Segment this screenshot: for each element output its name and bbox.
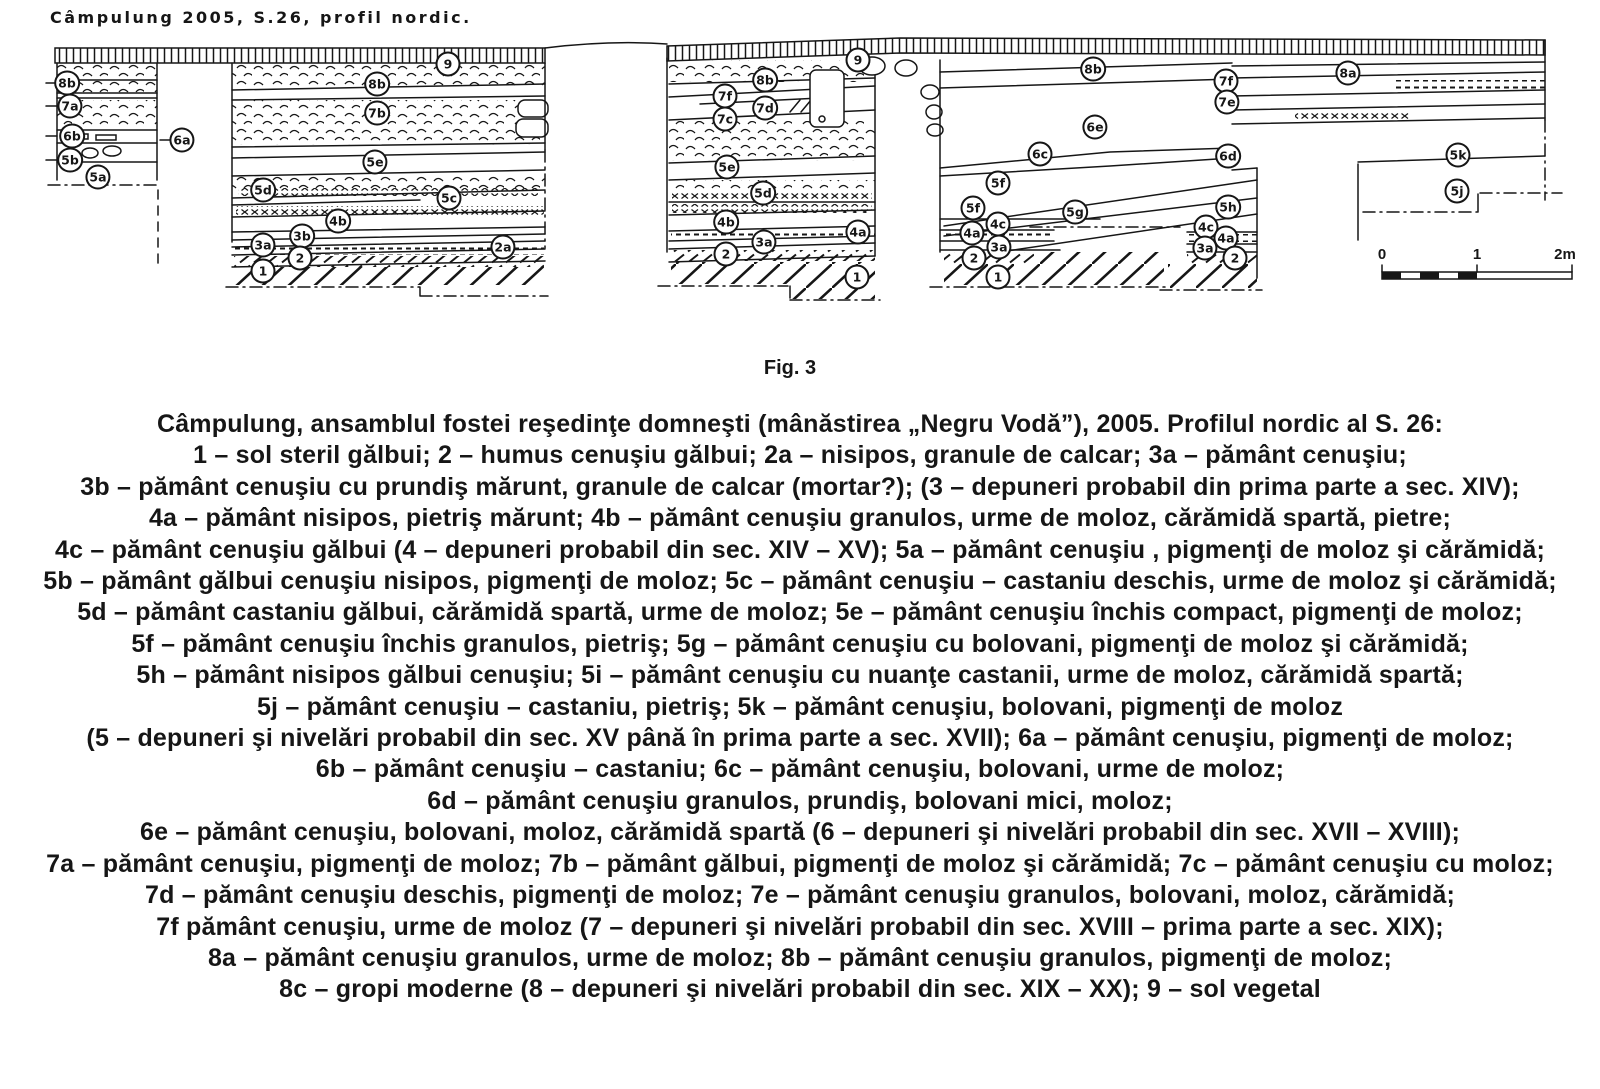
layer-marker-3a: 3a bbox=[986, 235, 1011, 260]
scale-label-2m: 2m bbox=[1554, 246, 1576, 263]
layer-marker-4c: 4c bbox=[1194, 215, 1219, 240]
layer-marker-7a: 7a bbox=[57, 94, 82, 119]
legend-line: 8c – gropi moderne (8 – depuneri şi nivelări probabil din sec. XIX – XX); 9 – sol vegetal bbox=[279, 975, 1321, 1004]
layer-marker-5k: 5k bbox=[1445, 143, 1470, 168]
layer-marker-8b: 8b bbox=[752, 68, 778, 93]
layer-marker-5d: 5d bbox=[750, 181, 776, 206]
layer-marker-5e: 5e bbox=[714, 155, 739, 180]
layer-marker-7e: 7e bbox=[1214, 90, 1239, 115]
legend-line: 1 – sol steril gălbui; 2 – humus cenuşiu gălbui; 2a – nisipos, granule de calcar; 3a – pământ cenuşiu; bbox=[193, 441, 1407, 470]
layer-marker-7f: 7f bbox=[713, 84, 738, 109]
layer-marker-5g: 5g bbox=[1062, 200, 1088, 225]
legend-line: 5d – pământ castaniu gălbui, cărămidă spartă, urme de moloz; 5e – pământ cenuşiu închis compact, pigmenţi de moloz; bbox=[77, 598, 1523, 627]
legend-line: 5j – pământ cenuşiu – castaniu, pietriş; 5k – pământ cenuşiu, bolovani, pigmenţi de moloz bbox=[256, 692, 1344, 721]
layer-marker-6e: 6e bbox=[1082, 115, 1107, 140]
layer-marker-3b: 3b bbox=[289, 224, 315, 249]
layer-marker-6b: 6b bbox=[59, 124, 85, 149]
layer-marker-3a: 3a bbox=[1192, 236, 1217, 261]
legend-line: 6e – pământ cenuşiu, bolovani, moloz, cărămidă spartă (6 – depuneri şi nivelări probabil din sec. XVII – XVIII); bbox=[139, 818, 1460, 847]
legend-line: 4a – pământ nisipos, pietriş mărunt; 4b – pământ cenuşiu granulos, urme de moloz, cărămidă spartă, pietre; bbox=[148, 504, 1452, 533]
legend-line: (5 – depuneri şi nivelări probabil din sec. XV până în prima parte a sec. XVII); 6a – pământ cenuşiu, pigmenţi de moloz; bbox=[86, 724, 1514, 753]
layer-marker-5h: 5h bbox=[1215, 195, 1241, 220]
layer-marker-4a: 4a bbox=[845, 220, 870, 245]
scale-label-1: 1 bbox=[1472, 246, 1482, 263]
layer-marker-2: 2 bbox=[962, 246, 987, 271]
layer-marker-6d: 6d bbox=[1215, 144, 1241, 169]
layer-marker-6a: 6a bbox=[169, 128, 194, 153]
layer-marker-8b: 8b bbox=[364, 72, 390, 97]
legend-line: 7a – pământ cenuşiu, pigmenţi de moloz; 7b – pământ gălbui, pigmenţi de moloz şi cărămidă; 7c – pământ cenuşiu cu moloz; bbox=[46, 849, 1554, 878]
legend-line: 7d – pământ cenuşiu deschis, pigmenţi de moloz; 7e – pământ cenuşiu granulos, bolovani, moloz, cărămidă; bbox=[145, 881, 1455, 910]
layer-marker-5j: 5j bbox=[1445, 179, 1470, 204]
legend-line: 6d – pământ cenuşiu granulos, prundiş, bolovani mici, moloz; bbox=[427, 786, 1173, 815]
layer-marker-1: 1 bbox=[986, 265, 1011, 290]
layer-marker-2: 2 bbox=[288, 246, 313, 271]
layer-marker-5f: 5f bbox=[986, 171, 1011, 196]
layer-marker-2: 2 bbox=[1223, 246, 1248, 271]
layer-marker-9: 9 bbox=[846, 48, 871, 73]
legend-line: 7f pământ cenuşiu, urme de moloz (7 – depuneri şi nivelări probabil din sec. XVIII – prima parte a sec. XIX); bbox=[156, 912, 1444, 941]
legend-line: 5f – pământ cenuşiu închis granulos, pietriş; 5g – pământ cenuşiu cu bolovani, pigmenţi de moloz şi cărămidă; bbox=[131, 629, 1469, 658]
layer-marker-2a: 2a bbox=[490, 235, 515, 260]
layer-marker-1: 1 bbox=[845, 265, 870, 290]
layer-marker-5c: 5c bbox=[437, 186, 462, 211]
layer-marker-4a: 4a bbox=[959, 221, 984, 246]
legend-line: Câmpulung, ansamblul fostei reşedinţe domneşti (mânăstirea „Negru Vodă”), 2005. Profilul nordic al S. 26: bbox=[156, 410, 1444, 438]
drawing-title: Câmpulung 2005, S.26, profil nordic. bbox=[50, 8, 472, 27]
layer-marker-7d: 7d bbox=[752, 96, 778, 121]
layer-marker-3a: 3a bbox=[751, 230, 776, 255]
layer-marker-8a: 8a bbox=[1335, 61, 1360, 86]
layer-marker-5d: 5d bbox=[250, 178, 276, 203]
figure-number: Fig. 3 bbox=[763, 357, 817, 379]
legend-line: 5b – pământ gălbui cenuşiu nisipos, pigmenţi de moloz; 5c – pământ cenuşiu – castaniu deschis, urme de moloz şi cărămidă; bbox=[43, 567, 1557, 596]
layer-marker-2: 2 bbox=[714, 242, 739, 267]
layer-marker-4b: 4b bbox=[713, 210, 739, 235]
layer-marker-5f: 5f bbox=[961, 196, 986, 221]
layer-marker-9: 9 bbox=[436, 52, 461, 77]
layer-markers bbox=[0, 0, 1600, 340]
layer-marker-4b: 4b bbox=[325, 209, 351, 234]
layer-marker-4c: 4c bbox=[986, 212, 1011, 237]
layer-marker-5e: 5e bbox=[362, 150, 387, 175]
scale-label-0: 0 bbox=[1377, 246, 1387, 263]
figure-legend bbox=[0, 409, 1600, 1006]
legend-line: 6b – pământ cenuşiu – castaniu; 6c – pământ cenuşiu, bolovani, urme de moloz; bbox=[315, 755, 1285, 784]
layer-marker-6c: 6c bbox=[1028, 142, 1053, 167]
legend-line: 4c – pământ cenuşiu gălbui (4 – depuneri probabil din sec. XIV – XV); 5a – pământ cenuşiu , pigmenţi de moloz şi cărămidă; bbox=[54, 535, 1546, 564]
legend-line: 3b – pământ cenuşiu cu prundiş mărunt, granule de calcar (mortar?); (3 – depuneri probabil din prima parte a sec. XIV); bbox=[80, 472, 1520, 501]
layer-marker-5a: 5a bbox=[85, 165, 110, 190]
layer-marker-7f: 7f bbox=[1214, 69, 1239, 94]
layer-marker-7c: 7c bbox=[713, 107, 738, 132]
legend-line: 8a – pământ cenuşiu granulos, urme de moloz; 8b – pământ cenuşiu granulos, pigmenţi de moloz; bbox=[207, 943, 1393, 972]
layer-marker-8b: 8b bbox=[1080, 57, 1106, 82]
layer-marker-7b: 7b bbox=[364, 101, 390, 126]
layer-marker-3a: 3a bbox=[250, 233, 275, 258]
layer-marker-5b: 5b bbox=[57, 148, 83, 173]
layer-marker-4a: 4a bbox=[1213, 226, 1238, 251]
legend-line: 5h – pământ nisipos gălbui cenuşiu; 5i – pământ cenuşiu cu nuanţe castanii, urme de moloz, cărămidă spartă; bbox=[136, 661, 1464, 690]
stratigraphic-profile-drawing bbox=[0, 0, 1600, 340]
layer-marker-1: 1 bbox=[251, 259, 276, 284]
layer-marker-8b: 8b bbox=[54, 71, 80, 96]
